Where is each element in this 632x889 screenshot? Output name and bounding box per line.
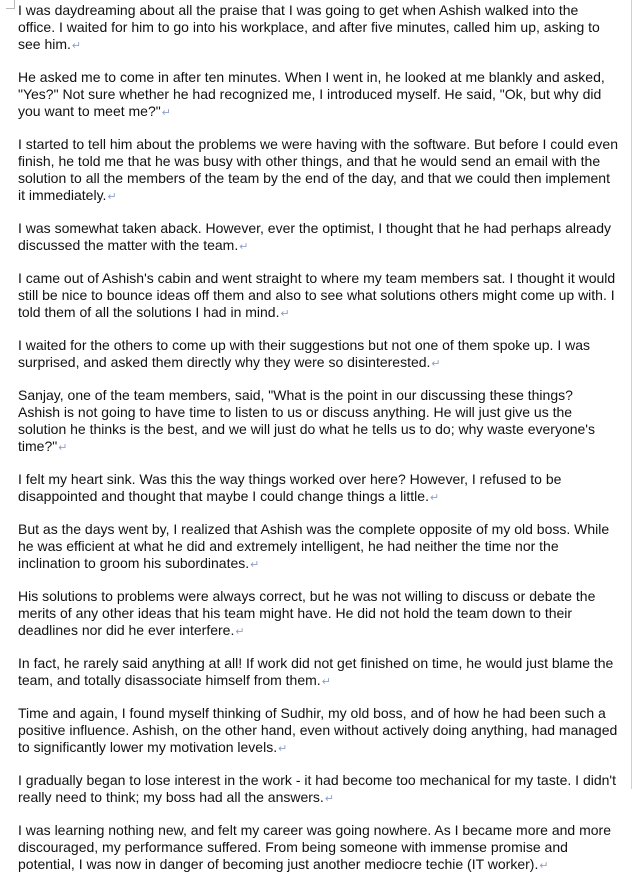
- paragraph-9: [18, 521, 618, 574]
- paragraph-1: [18, 2, 618, 55]
- paragraph-3: [18, 136, 618, 206]
- paragraph-mark-icon: ↵: [278, 743, 288, 755]
- paragraph-text: I waited for the others to come up with their suggestions but not one of them spoke up. I was surprised, and asked them directly why they were so disinterested.: [18, 337, 590, 370]
- paragraph-text: But as the days went by, I realized that Ashish was the complete opposite of my old boss. While he was efficient at what he did and extremely intelligent, he had neither the time nor the inclination to groom his subordinates.: [18, 521, 610, 571]
- paragraph-13: [18, 772, 618, 808]
- paragraph-11: [18, 655, 618, 691]
- paragraph-mark-icon: ↵: [539, 860, 549, 872]
- paragraph-10: [18, 588, 618, 641]
- paragraph-text: I felt my heart sink. Was this the way things worked over here? However, I refused to be disappointed and thought that maybe I could change things a little.: [18, 471, 562, 504]
- paragraph-mark-icon: ↵: [431, 358, 441, 370]
- paragraph-mark-icon: ↵: [107, 191, 117, 203]
- paragraph-mark-icon: ↵: [280, 308, 290, 320]
- paragraph-mark-icon: ↵: [161, 107, 171, 119]
- paragraph-mark-icon: ↵: [239, 241, 249, 253]
- paragraph-text: His solutions to problems were always correct, but he was not willing to discuss or debate the merits of any other ideas that his team might have. He did not hold the team down to their deadlines nor did he ever interfere.: [18, 588, 596, 638]
- paragraph-text: Time and again, I found myself thinking of Sudhir, my old boss, and of how he had been such a positive influence. Ashish, on the other hand, even without actively doing anything, had managed to significantly lower my motivation levels.: [18, 705, 618, 755]
- paragraph-mark-icon: ↵: [324, 793, 335, 805]
- paragraph-mark-icon: ↵: [71, 40, 82, 52]
- paragraph-14: [18, 822, 618, 875]
- paragraph-12: [18, 705, 618, 758]
- paragraph-4: [18, 220, 618, 256]
- paragraph-text: I came out of Ashish's cabin and went straight to where my team members sat. I thought it would still be nice to bounce ideas off them and also to see what solutions others might come up with. I told them of all the solutions I had in mind.: [18, 270, 616, 320]
- paragraph-2: [18, 69, 618, 122]
- paragraph-5: [18, 270, 618, 323]
- paragraph-text: He asked me to come in after ten minutes. When I went in, he looked at me blankly and asked, "Yes?" Not sure whether he had recognized me, I introduced myself. He said, "Ok, but why did you want to meet me?": [18, 69, 605, 119]
- paragraph-mark-icon: ↵: [235, 626, 245, 638]
- paragraph-text: Sanjay, one of the team members, said, "What is the point in our discussing these things? Ashish is not going to have time to listen to us or discuss anything. He will just give us the solution he thinks is the best, and we will just do what he tells us to do; why waste everyone's time?": [18, 387, 595, 454]
- document-body[interactable]: [18, 2, 618, 889]
- paragraph-mark-icon: ↵: [321, 676, 331, 688]
- paragraph-text: I started to tell him about the problems we were having with the software. But before I could even finish, he told me that he was busy with other things, and that he would send an email with the solution to all the members of the team by the end of the day, and that we could then implement it immediately.: [18, 136, 618, 203]
- paragraph-text: I was learning nothing new, and felt my career was going nowhere. As I became more and more discouraged, my performance suffered. From being someone with immense promise and potential, I was now in danger of becoming just another mediocre techie (IT worker).: [18, 822, 611, 872]
- paragraph-text: In fact, he rarely said anything at all! If work did not get finished on time, he would just blame the team, and totally disassociate himself from them.: [18, 655, 614, 688]
- margin-corner-mark: [6, 0, 15, 9]
- paragraph-8: [18, 471, 618, 507]
- paragraph-text: I was somewhat taken aback. However, ever the optimist, I thought that he had perhaps already discussed the matter with the team.: [18, 220, 612, 253]
- paragraph-mark-icon: ↵: [429, 492, 440, 504]
- paragraph-text: I was daydreaming about all the praise that I was going to get when Ashish walked into the office. I waited for him to go into his workplace, and after five minutes, called him up, asking to see him.: [18, 2, 600, 52]
- paragraph-7: [18, 387, 618, 457]
- paragraph-mark-icon: ↵: [58, 442, 68, 454]
- paragraph-text: I gradually began to lose interest in the work - it had become too mechanical for my taste. I didn't really need to think; my boss had all the answers.: [18, 772, 616, 805]
- paragraph-mark-icon: ↵: [250, 559, 260, 571]
- paragraph-6: [18, 337, 618, 373]
